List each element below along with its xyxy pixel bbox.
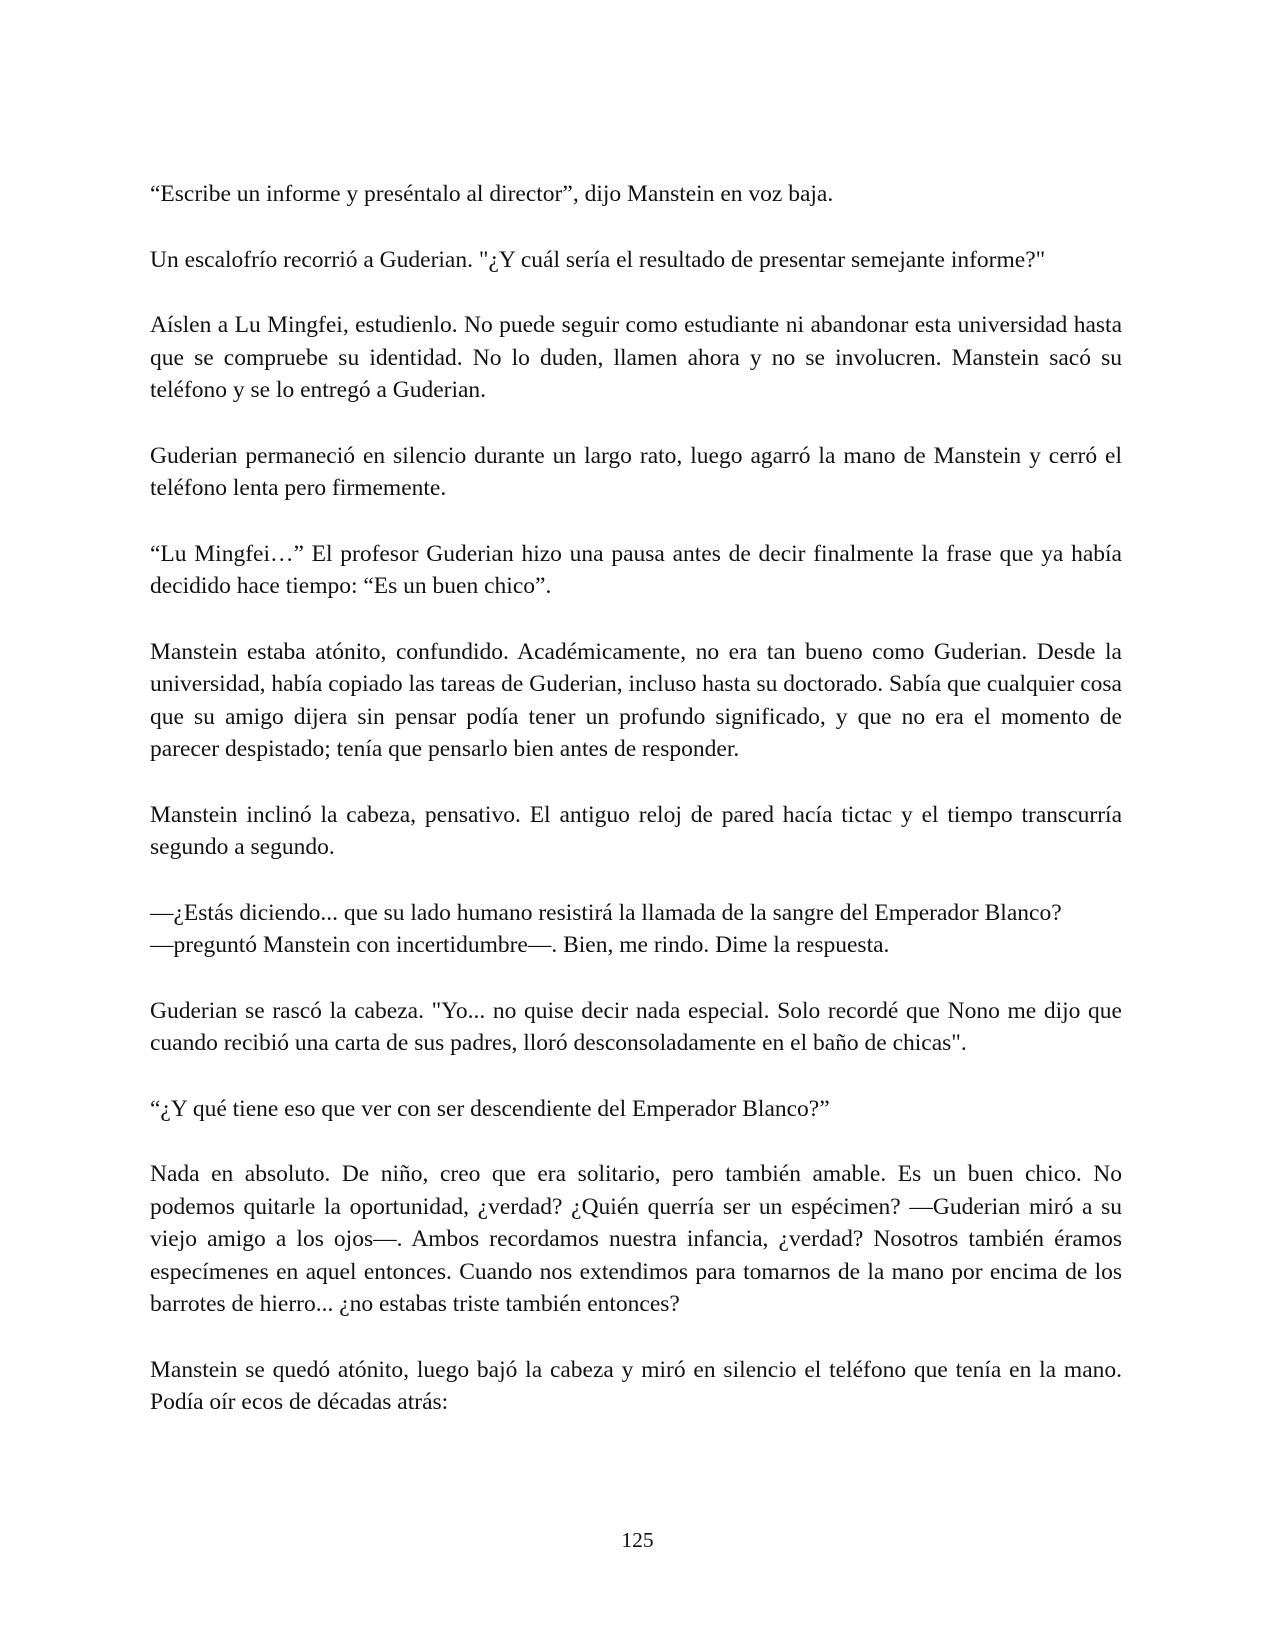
paragraph: Guderian se rascó la cabeza. "Yo... no quise decir nada especial. Solo recordé que Nono me dijo que cuando recibió una carta de sus padres, lloró desconsoladamente en el baño de chicas". (150, 997, 1122, 1056)
paragraph: “Lu Mingfei…” El profesor Guderian hizo una pausa antes de decir finalmente la frase que ya había decidido hace tiempo: “Es un buen chico”. (150, 540, 1122, 599)
paragraph: Aíslen a Lu Mingfei, estudienlo. No puede seguir como estudiante ni abandonar esta universidad hasta que se compruebe su identidad. No lo duden, llamen ahora y no se involucren. Manstein sacó su teléfono y se lo entregó a Guderian. (150, 312, 1122, 403)
page-body (150, 178, 1122, 1452)
paragraph: Nada en absoluto. De niño, creo que era solitario, pero también amable. Es un buen chico. No podemos quitarle la oportunidad, ¿verdad? ¿Quién querría ser un espécimen? —Guderian miró a su viejo amigo a los ojos—. Ambos recordamos nuestra infancia, ¿verdad? Nosotros también éramos especímenes en aquel entonces. Cuando nos extendimos para tomarnos de la mano por encima de los barrotes de hierro... ¿no estabas triste también entonces? (150, 1161, 1122, 1317)
paragraph: “¿Y qué tiene eso que ver con ser descendiente del Emperador Blanco?” (150, 1095, 830, 1122)
paragraph: —¿Estás diciendo... que su lado humano resistirá la llamada de la sangre del Emperador Blanco? —preguntó Manstein con incertidumbre—. Bien, me rindo. Dime la respuesta. (150, 899, 1062, 958)
paragraph: Manstein se quedó atónito, luego bajó la cabeza y miró en silencio el teléfono que tenía en la mano. Podía oír ecos de décadas atrás: (150, 1356, 1122, 1415)
page-number: 125 (621, 1528, 654, 1552)
paragraph: Manstein estaba atónito, confundido. Académicamente, no era tan bueno como Guderian. Desde la universidad, había copiado las tareas de Guderian, incluso hasta su doctorado. Sabía que cualquier cosa que su amigo dijera sin pensar podía tener un profundo significado, y que no era el momento de parecer despistado; tenía que pensarlo bien antes de responder. (150, 638, 1122, 762)
paragraph: Un escalofrío recorrió a Guderian. "¿Y cuál sería el resultado de presentar semejante informe?" (150, 246, 1046, 273)
paragraph: “Escribe un informe y preséntalo al director”, dijo Manstein en voz baja. (150, 181, 834, 207)
paragraph: Guderian permaneció en silencio durante un largo rato, luego agarró la mano de Manstein y cerró el teléfono lenta pero firmemente. (150, 442, 1122, 501)
paragraph: Manstein inclinó la cabeza, pensativo. El antiguo reloj de pared hacía tictac y el tiempo transcurría segundo a segundo. (150, 801, 1122, 860)
